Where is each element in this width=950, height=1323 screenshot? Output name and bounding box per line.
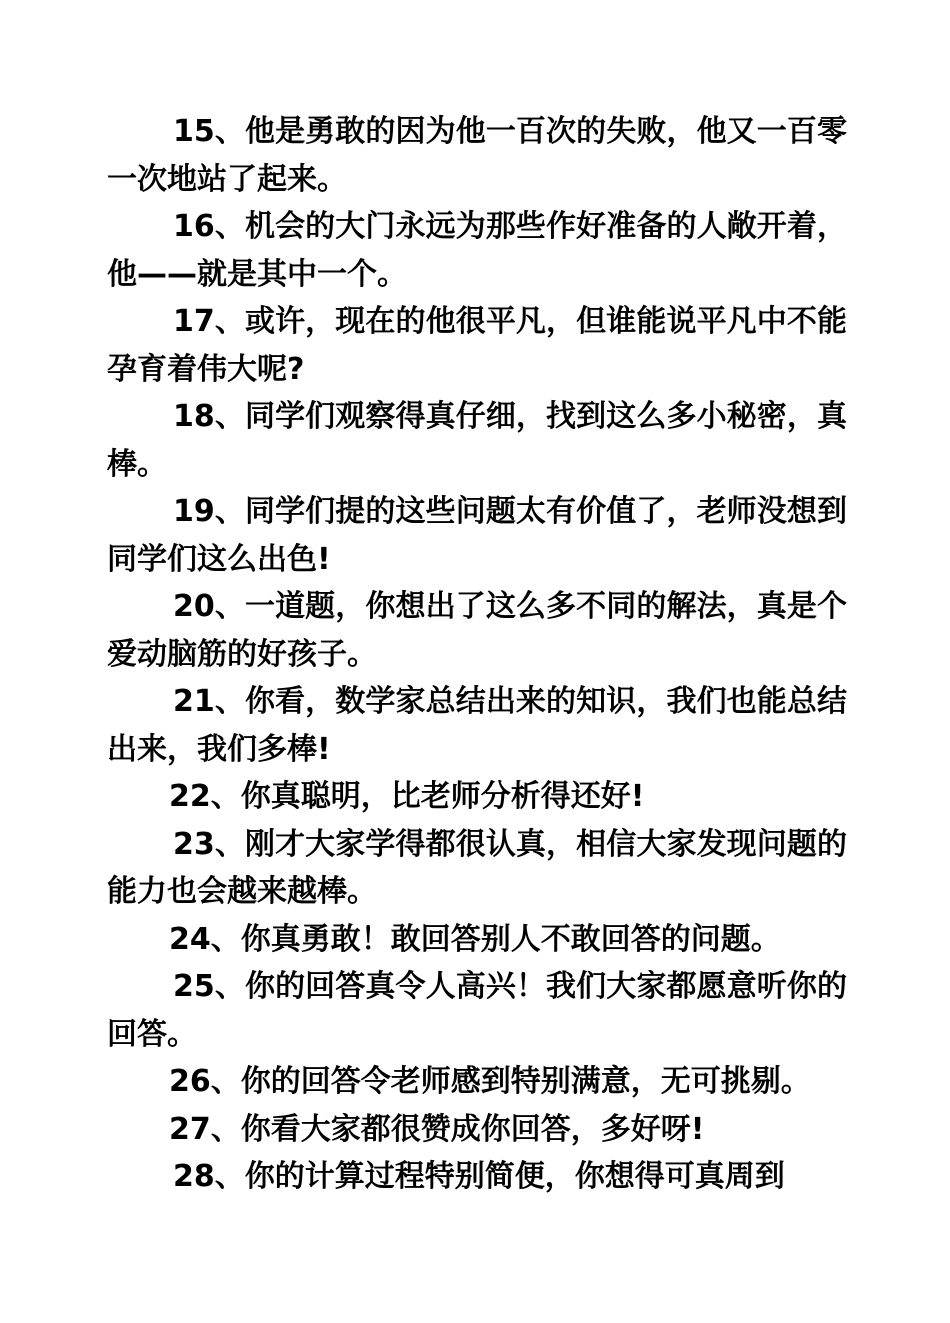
paragraph-20: 20、一道题，你想出了这么多不同的解法，真是个爱动脑筋的好孩子。 <box>107 589 847 672</box>
paragraph-15: 15、他是勇敢的因为他一百次的失败，他又一百零一次地站了起来。 <box>107 114 847 197</box>
paragraph-26: 26、你的回答令老师感到特别满意，无可挑剔。 <box>169 1064 811 1099</box>
paragraph-23: 23、刚才大家学得都很认真，相信大家发现问题的能力也会越来越棒。 <box>107 826 847 909</box>
paragraph-21: 21、你看，数学家总结出来的知识，我们也能总结出来，我们多棒! <box>107 684 847 767</box>
paragraph-27: 27、你看大家都很赞成你回答，多好呀! <box>169 1111 705 1147</box>
paragraph-25: 25、你的回答真令人高兴！我们大家都愿意听你的回答。 <box>107 969 847 1052</box>
paragraph-24: 24、你真勇敢！敢回答别人不敢回答的问题。 <box>169 921 781 957</box>
paragraph-18: 18、同学们观察得真仔细，找到这么多小秘密，真棒。 <box>107 399 847 482</box>
paragraph-19: 19、同学们提的这些问题太有价值了，老师没想到同学们这么出色! <box>107 494 847 577</box>
paragraph-28: 28、你的计算过程特别简便，你想得可真周到 <box>173 1159 785 1194</box>
paragraph-16: 16、机会的大门永远为那些作好准备的人敞开着，他——就是其中一个。 <box>107 209 847 292</box>
document-body <box>107 108 847 1201</box>
paragraph-22: 22、你真聪明，比老师分析得还好! <box>169 779 645 814</box>
paragraph-17: 17、或许，现在的他很平凡，但谁能说平凡中不能孕育着伟大呢? <box>107 304 847 387</box>
